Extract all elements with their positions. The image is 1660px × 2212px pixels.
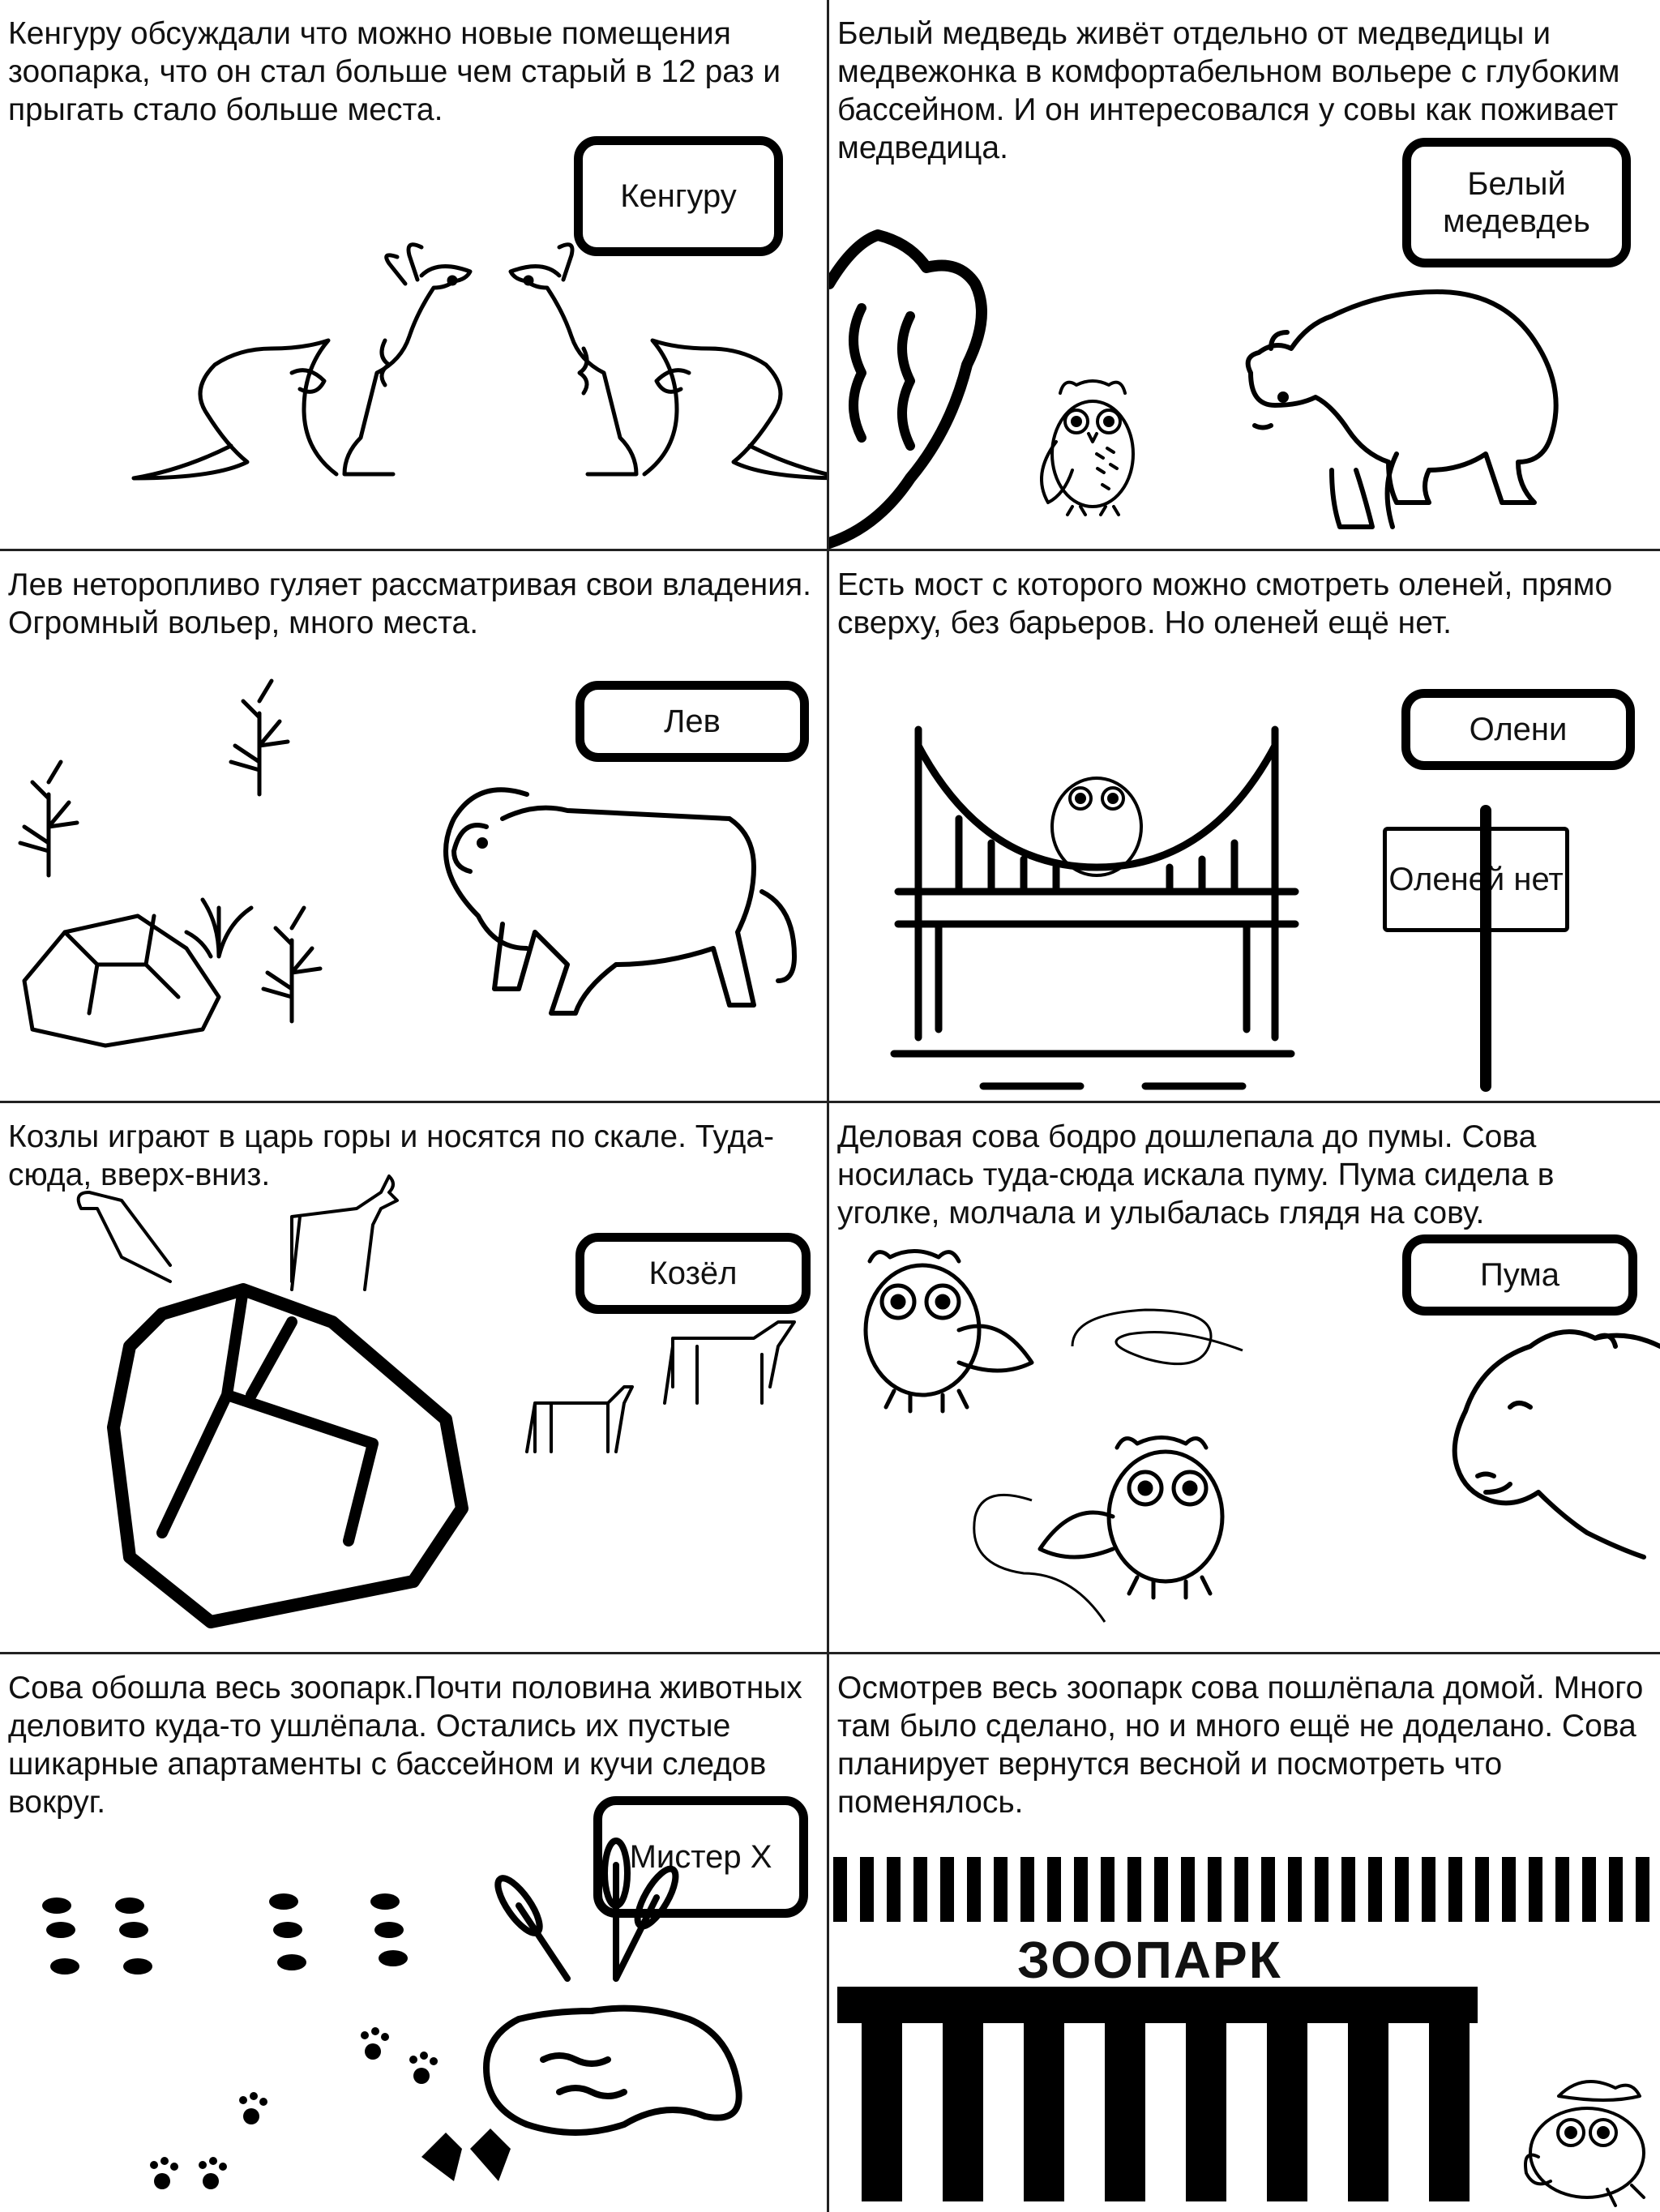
zoo-title: ЗООПАРК xyxy=(1017,1931,1282,1989)
deer-sign: Оленей нет xyxy=(1383,827,1569,932)
panel-deer xyxy=(829,551,1660,1101)
lion-icon xyxy=(0,551,827,1101)
panel-puma xyxy=(829,1103,1660,1652)
panel-text: Деловая сова бодро дошлепала до пумы. Сова носилась туда-сюда искала пуму. Пума сидела в уголке, молчала и улыбалась глядя на сову. xyxy=(837,1119,1555,1230)
panel-goats xyxy=(0,1103,827,1652)
bridge-icon xyxy=(829,551,1660,1101)
panel-mister-x xyxy=(0,1654,827,2212)
panel-text: Лев неторопливо гуляет рассматривая свои владения. Огромный вольер, много места. xyxy=(8,567,811,640)
panel-label: Пума xyxy=(1402,1234,1637,1316)
panel-text: Есть мост с которого можно смотреть оленей, прямо сверху, без барьеров. Но оленей ещё нет. xyxy=(837,567,1613,640)
panel-label: Мистер Х xyxy=(593,1796,808,1918)
panel-kangaroo xyxy=(0,0,827,549)
panel-label: Олени xyxy=(1401,689,1635,770)
panel-text: Кенгуру обсуждали что можно новые помещения зоопарка, что он стал больше чем старый в 12 раз и прыгать стало больше места. xyxy=(8,16,781,127)
panel-label: Лев xyxy=(575,681,809,762)
panel-text: Белый медведь живёт отдельно от медведицы и медвежонка в комфортабельном вольере с глубоким бассейном. И он интересовался у совы как поживает медведица. xyxy=(837,16,1620,165)
kangaroo-icon xyxy=(0,0,827,549)
panel-text: Осмотрев весь зоопарк сова пошлёпала домой. Много там было сделано, но и много ещё не доделано. Сова планирует вернутся весной и посмотреть что поменялось. xyxy=(837,1671,1644,1820)
panel-polar-bear xyxy=(829,0,1660,549)
panel-text: Сова обошла весь зоопарк.Почти половина животных деловито куда-то ушлёпала. Остались их пустые шикарные апартаменты с бассейном и кучи следов вокруг. xyxy=(8,1671,802,1820)
panel-zoo xyxy=(829,1654,1660,2212)
pond-icon xyxy=(0,1654,827,2212)
owl-icon xyxy=(829,1654,1660,2212)
panel-lion xyxy=(0,551,827,1101)
goat-icon xyxy=(0,1103,827,1652)
polar-bear-icon xyxy=(829,0,1660,549)
panel-label: Кенгуру xyxy=(574,136,783,256)
panel-text: Козлы играют в царь горы и носятся по скале. Туда-сюда, вверх-вниз. xyxy=(8,1119,775,1192)
panel-label: Белый медевдеь xyxy=(1402,138,1631,267)
puma-icon xyxy=(829,1103,1660,1652)
panel-label: Козёл xyxy=(575,1233,811,1314)
